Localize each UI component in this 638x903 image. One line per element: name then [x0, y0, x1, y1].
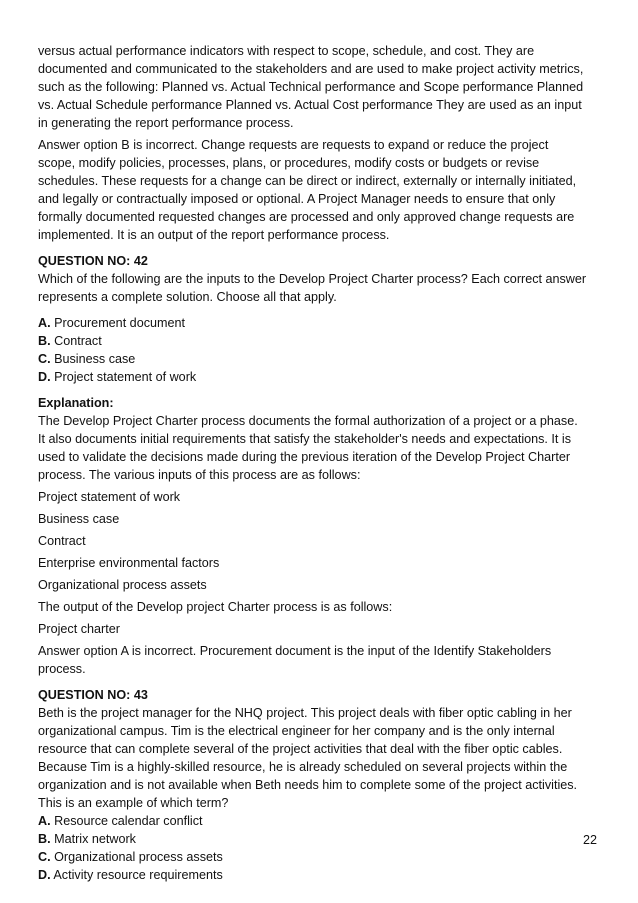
- question-43-options: [38, 812, 604, 884]
- text-line: schedules. These requests for a change can be direct or indirect, externally or internally initiated,: [38, 174, 577, 188]
- text-line: Because Tim is a highly-skilled resource, he is already scheduled on several projects within the: [38, 760, 568, 774]
- text-line: scope, modify policies, processes, plans, or procedures, modify costs or budgets or revise: [38, 156, 540, 170]
- text-line: Answer option A is incorrect. Procurement document is the input of the Identify Stakeholders: [38, 644, 552, 658]
- option-d: D. Project statement of work: [38, 370, 197, 384]
- question-42-title: QUESTION NO: 42: [38, 254, 148, 268]
- option-b: B. Contract: [38, 334, 102, 348]
- text-line: organizational campus. Tim is the electrical engineer for her company and is the only internal: [38, 724, 555, 738]
- option-d: D. Activity resource requirements: [38, 868, 223, 882]
- option-a: A. Resource calendar conflict: [38, 814, 203, 828]
- text-line: such as the following: Planned vs. Actual Technical performance and Scope performance Planned: [38, 80, 584, 94]
- text-line: organization and is not available when Beth needs him to complete some of the project activities.: [38, 778, 578, 792]
- answer-a-paragraph: [38, 642, 604, 678]
- list-item: Organizational process assets: [38, 578, 207, 592]
- text-line: formally documented requested changes are processed and only approved change requests are: [38, 210, 575, 224]
- inputs-list: [38, 488, 604, 594]
- list-item: Contract: [38, 534, 86, 548]
- explanation-paragraph: [38, 412, 604, 484]
- text-line: implemented. It is an output of the report performance process.: [38, 228, 390, 242]
- list-item: Enterprise environmental factors: [38, 556, 220, 570]
- list-item: Project statement of work: [38, 490, 181, 504]
- text-line: process.: [38, 662, 86, 676]
- question-43-text: [38, 704, 604, 812]
- text-line: It also documents initial requirements that satisfy the stakeholder's needs and expectations. It is: [38, 432, 572, 446]
- text-line: This is an example of which term?: [38, 796, 229, 810]
- question-42-options: [38, 314, 604, 386]
- option-c: C. Organizational process assets: [38, 850, 223, 864]
- list-item: Business case: [38, 512, 120, 526]
- output-item: Project charter: [38, 622, 120, 636]
- intro-paragraph: [38, 42, 604, 132]
- text-line: used to validate the decisions made during the previous iteration of the Develop Project Charter: [38, 450, 571, 464]
- text-line: Which of the following are the inputs to the Develop Project Charter process? Each correct answer: [38, 272, 587, 286]
- text-line: Beth is the project manager for the NHQ project. This project deals with fiber optic cabling in her: [38, 706, 572, 720]
- text-line: and legally or contractually imposed or optional. A Project Manager needs to ensure that only: [38, 192, 556, 206]
- text-line: resource that can complete several of the project activities that deal with the fiber optic cables.: [38, 742, 563, 756]
- page-number: 22: [583, 833, 598, 847]
- text-line: process. The various inputs of this process are as follows:: [38, 468, 361, 482]
- option-b: B. Matrix network: [38, 832, 136, 846]
- text-line: in generating the report performance process.: [38, 116, 294, 130]
- question-42-text: [38, 270, 604, 306]
- text-line: Answer option B is incorrect. Change requests are requests to expand or reduce the project: [38, 138, 549, 152]
- option-c: C. Business case: [38, 352, 136, 366]
- text-line: represents a complete solution. Choose all that apply.: [38, 290, 337, 304]
- option-a: A. Procurement document: [38, 316, 185, 330]
- question-43-title: QUESTION NO: 43: [38, 688, 148, 702]
- text-line: versus actual performance indicators with respect to scope, schedule, and cost. They are: [38, 44, 535, 58]
- text-line: The Develop Project Charter process documents the formal authorization of a project or a phase.: [38, 414, 578, 428]
- document-page: [38, 42, 604, 884]
- output-intro: The output of the Develop project Charter process is as follows:: [38, 600, 393, 614]
- answer-b-paragraph: [38, 136, 604, 244]
- text-line: vs. Actual Schedule performance Planned vs. Actual Cost performance They are used as an input: [38, 98, 582, 112]
- text-line: documented and communicated to the stakeholders and are used to make project activity metrics,: [38, 62, 584, 76]
- explanation-label: Explanation:: [38, 396, 114, 410]
